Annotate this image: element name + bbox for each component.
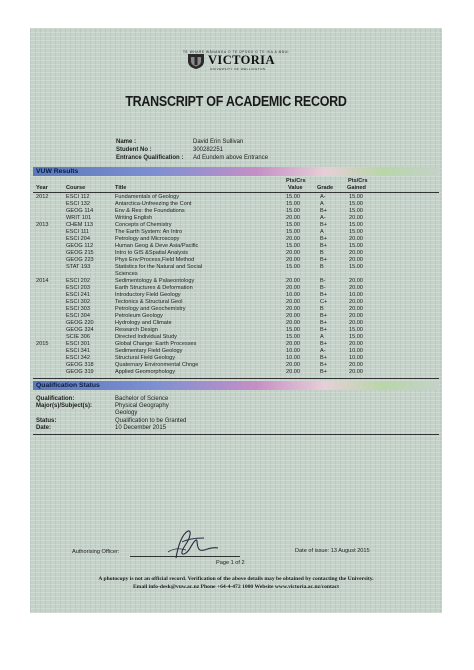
row-title: Global Change: Earth Processes <box>115 341 197 347</box>
row-value: 20.00 <box>286 313 300 319</box>
date-of-issue: Date of issue: 13 August 2015 <box>295 548 370 554</box>
table-row <box>30 341 442 348</box>
row-course: GEOG 220 <box>66 320 94 326</box>
row-title: Intro to GIS &Spatial Analysis <box>115 250 189 256</box>
major-label: Major(s)/Subject(s): <box>36 403 93 409</box>
row-title: Fundamentals of Geology <box>115 194 180 200</box>
row-title: Tectonics & Structural Geol <box>115 299 183 305</box>
university-motto: TE WHARE WĀNANGA O TE ŪPOKO O TE IKA A MĀUI <box>182 50 290 54</box>
row-gained: 20.00 <box>349 299 363 305</box>
row-gained: 10.00 <box>349 348 363 354</box>
row-title: Sedimentology & Palaeontology <box>115 278 195 284</box>
col-gained-header-bottom: Gained <box>347 185 366 191</box>
entrance-label: Entrance Qualification : <box>116 155 184 161</box>
major-value-2: Geology <box>115 410 138 416</box>
row-grade: B- <box>320 285 326 291</box>
student-number-value: 300282251 <box>193 147 224 153</box>
row-value: 20.00 <box>286 278 300 284</box>
row-value: 10.00 <box>286 348 300 354</box>
name-label: Name : <box>116 139 137 145</box>
row-grade: A <box>320 229 324 235</box>
table-row <box>30 327 442 334</box>
row-gained: 15.00 <box>349 243 363 249</box>
row-grade: B+ <box>320 327 327 333</box>
table-row <box>30 285 442 292</box>
table-row <box>30 369 442 376</box>
row-course: ESCI 132 <box>66 201 90 207</box>
university-crest-icon <box>185 52 207 70</box>
table-row <box>30 348 442 355</box>
row-title: Concepts of Chemistry <box>115 222 172 228</box>
row-grade: B+ <box>320 243 327 249</box>
row-title: Human Geog & Deve Asia/Pacific <box>115 243 199 249</box>
row-course: GEOG 318 <box>66 362 94 368</box>
row-gained: 20.00 <box>349 313 363 319</box>
row-gained: 20.00 <box>349 369 363 375</box>
row-value: 20.00 <box>286 341 300 347</box>
col-gained-header-top: Pts/Crs <box>348 178 368 184</box>
row-value: 15.00 <box>286 334 300 340</box>
entrance-value: Ad Eundem above Entrance <box>193 155 269 161</box>
row-grade: B+ <box>320 292 327 298</box>
row-value: 20.00 <box>286 362 300 368</box>
qualification-label: Qualification: <box>36 396 75 402</box>
col-title-header: Title <box>115 185 127 191</box>
status-label: Status: <box>36 418 57 424</box>
row-title: Research Design <box>115 327 158 333</box>
col-year-header: Year <box>36 185 48 191</box>
row-title: Petrology and Geochemistry <box>115 306 186 312</box>
table-row <box>30 250 442 257</box>
row-grade: B+ <box>320 362 327 368</box>
row-value: 10.00 <box>286 292 300 298</box>
row-grade: A- <box>320 215 326 221</box>
row-title: Introductory Field Geology <box>115 292 181 298</box>
contact-details: Email info-desk@vuw.ac.nz Phone +64-4-472 1000 Website www.victoria.ac.nz/contact <box>132 584 340 590</box>
row-title: Quaternary Environmental Chnge <box>115 362 199 368</box>
row-gained: 20.00 <box>349 215 363 221</box>
row-title: Applied Geomorphology <box>115 369 176 375</box>
row-title: The Earth System: An Intro <box>115 229 183 235</box>
table-row <box>30 194 442 201</box>
row-title: Petrology and Microscopy <box>115 236 180 242</box>
row-course: ESCI 202 <box>66 278 90 284</box>
table-row <box>30 278 442 285</box>
transcript-page <box>30 28 442 613</box>
row-value: 20.00 <box>286 236 300 242</box>
table-row <box>30 334 442 341</box>
results-bottom-rule <box>33 378 439 379</box>
row-value: 20.00 <box>286 369 300 375</box>
row-title-continued: Sciences <box>115 271 138 277</box>
row-gained: 15.00 <box>349 229 363 235</box>
row-gained: 20.00 <box>349 257 363 263</box>
row-year: 2013 <box>36 222 49 228</box>
row-value: 15.00 <box>286 194 300 200</box>
table-row <box>30 215 442 222</box>
row-gained: 20.00 <box>349 278 363 284</box>
table-row <box>30 292 442 299</box>
table-row <box>30 208 442 215</box>
row-gained: 15.00 <box>349 222 363 228</box>
row-grade: A <box>320 201 324 207</box>
row-course: ESCI 304 <box>66 313 90 319</box>
table-row <box>30 306 442 313</box>
results-section-title: VUW Results <box>36 168 79 175</box>
row-grade: B <box>320 250 324 256</box>
row-value: 15.00 <box>286 229 300 235</box>
row-value: 20.00 <box>286 299 300 305</box>
row-course: GEOG 215 <box>66 250 94 256</box>
row-course: GEOG 324 <box>66 327 94 333</box>
row-grade: C+ <box>320 299 328 305</box>
row-grade: B+ <box>320 355 327 361</box>
col-course-header: Course <box>66 185 86 191</box>
university-name: VICTORIA <box>208 53 275 67</box>
row-gained: 20.00 <box>349 236 363 242</box>
row-grade: A <box>320 334 324 340</box>
row-gained: 15.00 <box>349 264 363 270</box>
table-row <box>30 257 442 264</box>
table-row <box>30 362 442 369</box>
row-grade: B+ <box>320 320 327 326</box>
row-year: 2012 <box>36 194 49 200</box>
table-row <box>30 229 442 236</box>
row-gained: 10.00 <box>349 292 363 298</box>
photocopy-disclaimer: A photocopy is not an official record. Verification of the above details may be obtained by contacting the University. <box>98 576 374 582</box>
table-row <box>30 264 442 277</box>
row-grade: A- <box>320 348 326 354</box>
row-title: Writing English <box>115 215 153 221</box>
row-gained: 20.00 <box>349 341 363 347</box>
table-row <box>30 313 442 320</box>
major-value-1: Physical Geography <box>115 403 169 409</box>
row-title: Structural Field Geology <box>115 355 176 361</box>
row-value: 20.00 <box>286 285 300 291</box>
table-row <box>30 299 442 306</box>
col-value-header-bottom: Value <box>288 185 303 191</box>
row-gained: 20.00 <box>349 306 363 312</box>
row-value: 15.00 <box>286 222 300 228</box>
header-rule <box>33 192 439 193</box>
row-grade: B+ <box>320 222 327 228</box>
table-row <box>30 320 442 327</box>
row-course: STAT 193 <box>66 264 91 270</box>
row-course: ESCI 342 <box>66 355 90 361</box>
row-gained: 10.00 <box>349 355 363 361</box>
row-course: SCIE 306 <box>66 334 90 340</box>
row-course: ESCI 111 <box>66 229 90 235</box>
qualification-section-title: Qualification Status <box>36 382 100 389</box>
row-value: 15.00 <box>286 243 300 249</box>
row-course: ESCI 341 <box>66 348 90 354</box>
row-course: ESCI 303 <box>66 306 90 312</box>
results-section-bar <box>33 167 439 176</box>
row-title: Statistics for the Natural and Social <box>115 264 203 270</box>
row-gained: 15.00 <box>349 327 363 333</box>
row-title: Env & Res: the Foundations <box>115 208 185 214</box>
row-value: 15.00 <box>286 327 300 333</box>
date-label: Date: <box>36 425 52 431</box>
row-gained: 15.00 <box>349 208 363 214</box>
row-course: GEOG 223 <box>66 257 94 263</box>
row-value: 10.00 <box>286 355 300 361</box>
row-gained: 20.00 <box>349 285 363 291</box>
table-row <box>30 236 442 243</box>
authorising-officer-label: Authorising Officer: <box>72 549 120 555</box>
row-gained: 15.00 <box>349 201 363 207</box>
row-value: 15.00 <box>286 208 300 214</box>
row-title: Antarctica-Unfreezing the Cont <box>115 201 192 207</box>
row-course: ESCI 302 <box>66 299 90 305</box>
row-course: GEOG 114 <box>66 208 94 214</box>
row-gained: 20.00 <box>349 320 363 326</box>
row-course: CHEM 113 <box>66 222 93 228</box>
row-course: ESCI 241 <box>66 292 90 298</box>
row-grade: B+ <box>320 313 327 319</box>
table-row <box>30 222 442 229</box>
row-value: 20.00 <box>286 215 300 221</box>
row-course: GEOG 319 <box>66 369 94 375</box>
row-grade: B <box>320 264 324 270</box>
row-course: ESCI 203 <box>66 285 90 291</box>
row-year: 2014 <box>36 278 49 284</box>
document-title: TRANSCRIPT OF ACADEMIC RECORD <box>125 94 347 110</box>
signature-icon <box>158 528 228 562</box>
row-gained: 15.00 <box>349 194 363 200</box>
university-subtitle: UNIVERSITY OF WELLINGTON <box>210 67 266 71</box>
table-row <box>30 201 442 208</box>
row-year: 2015 <box>36 341 49 347</box>
row-grade: B- <box>320 278 326 284</box>
row-grade: B <box>320 306 324 312</box>
page-number: Page 1 of 2 <box>216 560 245 566</box>
row-course: WRIT 101 <box>66 215 92 221</box>
row-title: Petroleum Geology <box>115 313 163 319</box>
student-number-label: Student No : <box>116 147 152 153</box>
row-grade: B+ <box>320 341 327 347</box>
row-gained: 20.00 <box>349 250 363 256</box>
row-value: 20.00 <box>286 320 300 326</box>
col-value-header-top: Pts/Crs <box>286 178 306 184</box>
row-course: ESCI 112 <box>66 194 90 200</box>
name-value: David Erin Sullivan <box>193 139 244 145</box>
row-value: 15.00 <box>286 264 300 270</box>
row-title: Hydrology and Climate <box>115 320 172 326</box>
row-title: Directed Individual Study <box>115 334 177 340</box>
row-title: Earth Structures & Deformation <box>115 285 193 291</box>
col-grade-header: Grade <box>317 185 334 191</box>
date-value: 10 December 2015 <box>115 425 167 431</box>
row-title: Sedimentary Field Geology <box>115 348 183 354</box>
qualification-value: Bachelor of Science <box>115 396 169 402</box>
row-course: ESCI 301 <box>66 341 90 347</box>
table-row <box>30 355 442 362</box>
row-value: 20.00 <box>286 257 300 263</box>
row-value: 20.00 <box>286 250 300 256</box>
row-grade: B+ <box>320 236 327 242</box>
row-value: 15.00 <box>286 201 300 207</box>
row-gained: 15.00 <box>349 334 363 340</box>
row-grade: A- <box>320 194 326 200</box>
row-course: GEOG 112 <box>66 243 94 249</box>
qualification-bottom-rule <box>33 434 439 435</box>
row-title: Phys Env:Process,Field Method <box>115 257 195 263</box>
row-course: ESCI 204 <box>66 236 90 242</box>
row-grade: B+ <box>320 208 327 214</box>
table-row <box>30 243 442 250</box>
row-value: 20.00 <box>286 306 300 312</box>
row-gained: 20.00 <box>349 362 363 368</box>
row-grade: B+ <box>320 257 327 263</box>
status-value: Qualification to be Granted <box>115 418 187 424</box>
row-grade: B+ <box>320 369 327 375</box>
